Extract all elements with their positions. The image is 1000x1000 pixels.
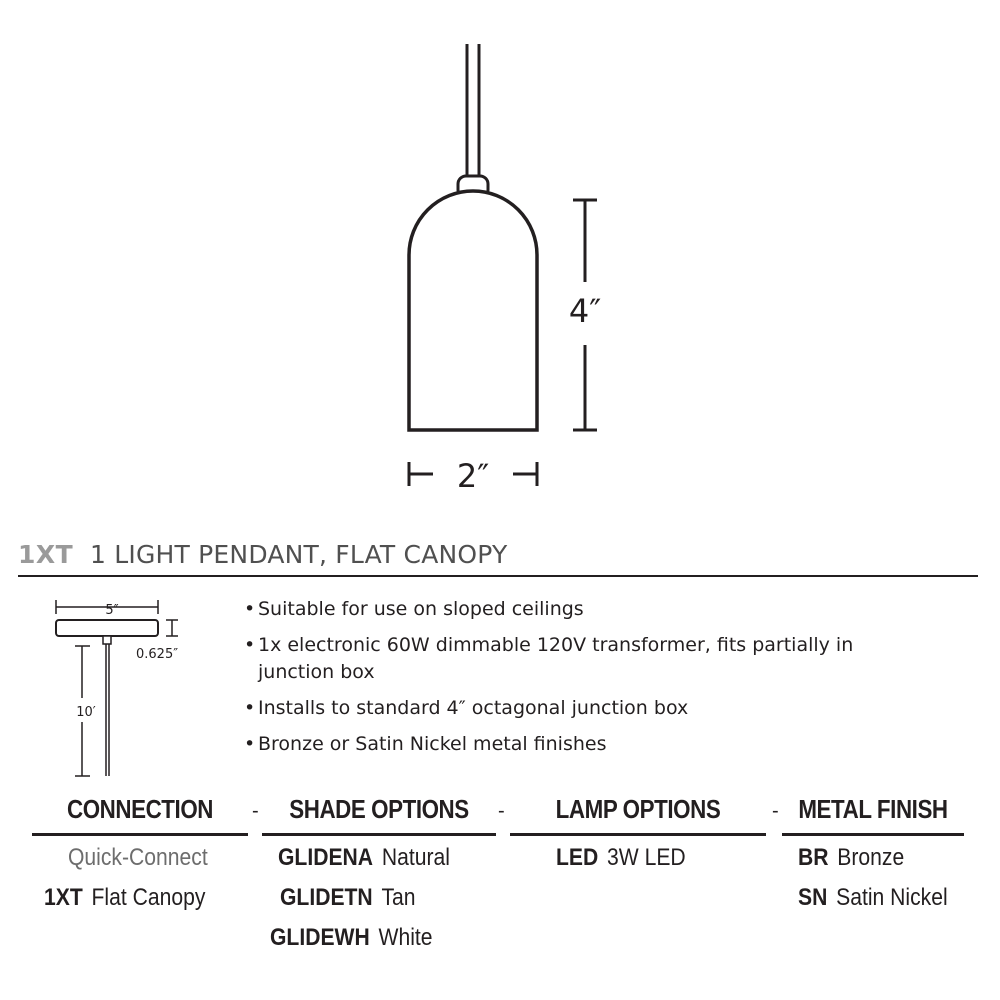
shade-rule — [262, 833, 496, 836]
shade-option — [280, 884, 416, 912]
feature-list — [244, 596, 924, 767]
finish-rule — [782, 833, 964, 836]
finish-option — [798, 844, 904, 872]
shade-option — [278, 844, 450, 872]
cable — [106, 644, 109, 776]
option-label: Bronze — [837, 844, 905, 871]
canopy-diagram — [40, 592, 240, 792]
pendant-shade — [409, 191, 537, 430]
feature-item: • Bronze or Satin Nickel metal finishes — [244, 731, 924, 758]
feature-item: • 1x electronic 60W dimmable 120V transformer, fits partially in junction box — [244, 632, 924, 686]
option-label: 3W LED — [607, 844, 686, 871]
separator: - — [498, 800, 505, 822]
option-label: Flat Canopy — [91, 884, 206, 911]
cable-length-label: 10′ — [76, 705, 96, 720]
width-label: 2″ — [456, 457, 490, 495]
pendant-cord — [467, 44, 479, 176]
option-code: GLIDETN — [280, 884, 373, 911]
product-title — [18, 536, 978, 576]
feature-item: • Suitable for use on sloped ceilings — [244, 596, 924, 623]
canopy-width-label: 5″ — [105, 603, 119, 618]
lamp-rule — [510, 833, 766, 836]
connection-option — [44, 884, 205, 912]
product-code: 1XT — [18, 540, 74, 569]
feature-item: • Installs to standard 4″ octagonal junction box — [244, 695, 924, 722]
product-name: 1 LIGHT PENDANT, FLAT CANOPY — [90, 540, 508, 569]
height-label: 4″ — [568, 292, 602, 330]
shade-header: SHADE OPTIONS — [289, 794, 469, 824]
lamp-header: LAMP OPTIONS — [555, 794, 721, 824]
option-label: Satin Nickel — [836, 884, 948, 911]
lamp-option — [556, 844, 686, 872]
option-code: GLIDEWH — [270, 924, 370, 951]
option-code: BR — [798, 844, 829, 871]
option-label: Natural — [381, 844, 450, 871]
connection-subheader: Quick-Connect — [68, 844, 208, 871]
option-code: 1XT — [44, 884, 83, 911]
connection-rule — [32, 833, 248, 836]
option-code: LED — [556, 844, 599, 871]
option-label: Tan — [381, 884, 416, 911]
option-label: White — [378, 924, 433, 951]
option-code: SN — [798, 884, 828, 911]
finish-header: METAL FINISH — [798, 794, 948, 824]
separator: - — [252, 800, 259, 822]
canopy-height-label: 0.625″ — [136, 647, 179, 662]
finish-option — [798, 884, 948, 912]
canopy-plate — [56, 620, 158, 636]
title-divider — [18, 575, 978, 577]
option-code: GLIDENA — [278, 844, 374, 871]
canopy-stem — [103, 636, 111, 644]
shade-option — [270, 924, 433, 952]
separator: - — [772, 800, 779, 822]
connection-header: CONNECTION — [66, 794, 214, 824]
